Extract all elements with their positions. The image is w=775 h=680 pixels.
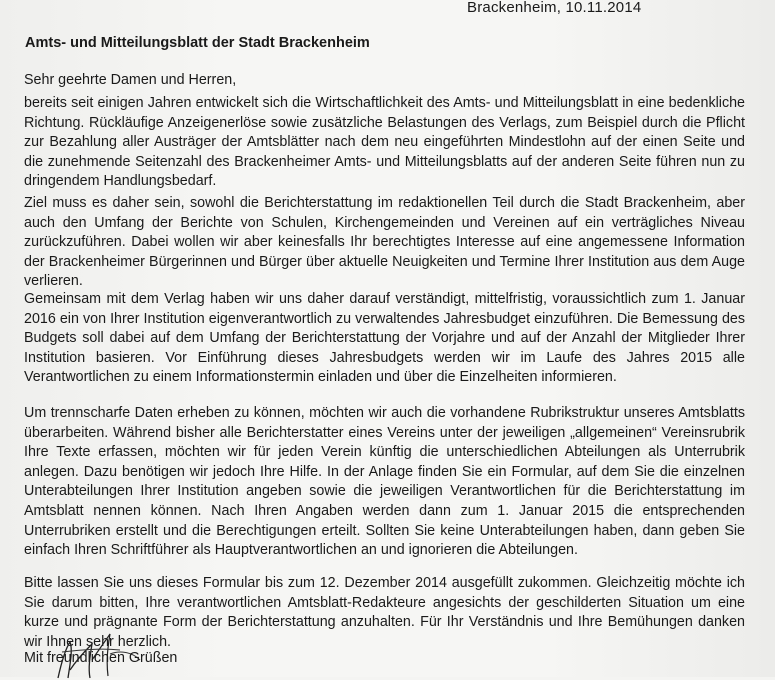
paragraph-rubric-structure: Um trennscharfe Daten erheben zu können, möchten wir auch die vorhandene Rubrikstruktur unseres Amtsblatts überarbeiten. Während bisher alle Berichterstatter eines Vereins unter der jeweiligen „allgemeinen“ Vereinsrubrik Ihre Texte erfassen, möchten wir für jeden Verein künftig die unterschiedlichen Abteilungen als Unterrubrik anlegen. Dazu benötigen wir jedoch Ihre Hilfe. In der Anlage finden Sie ein Formular, auf dem Sie die einzelnen Unterabteilungen Ihrer Institution angeben sowie die jeweiligen Verantwortlichen für die Berichterstattung im Amtsblatt nennen können. Nach Ihren Angaben werden dann zum 1. Januar 2015 die entsprechenden Unterrubriken erstellt und die Berechtigungen erteilt. Sollten Sie keine Unterabteilungen haben, dann geben Sie einfach Ihren Schriftführer als Hauptverantwortlichen an und ignorieren die Abteilungen. <box>24 405 745 559</box>
salutation: Sehr geehrte Damen und Herren, <box>24 72 237 88</box>
date-line: Brackenheim, 10.11.2014 <box>467 0 642 16</box>
paragraph-goal: Ziel muss es daher sein, sowohl die Berichterstattung im redaktionellen Teil durch die Stadt Brackenheim, aber auch den Umfang der Berichte von Schulen, Kirchengemeinden und Vereinen auf ein verträgliches Niveau zurückzuführen. Dabei wollen wir aber keinesfalls Ihr berechtigtes Interesse auf eine angemessene Information der Brackenheimer Bürgerinnen und Bürger über aktuelle Neuigkeiten und Termine Ihrer Institution aus dem Auge verlieren. <box>24 195 745 290</box>
paragraph-budget: Gemeinsam mit dem Verlag haben wir uns daher darauf verständigt, mittelfristig, voraussichtlich zum 1. Januar 2016 ein von Ihrer Institution eigenverantwortlich zu verwaltendes Jahresbudget einzuführen. Die Bemessung des Budgets soll dabei auf dem Umfang der Berichterstattung der Vorjahre und auf der Anzahl der Mitglieder Ihrer Institution basieren. Vor Einführung dieses Jahresbudgets werden wir im Laufe des Jahres 2015 alle Verantwortlichen zu einem Informationstermin einladen und über die Einzelheiten informieren. <box>24 291 745 386</box>
paragraph-request: Bitte lassen Sie uns dieses Formular bis zum 12. Dezember 2014 ausgefüllt zukommen. Gleichzeitig möchte ich Sie darum bitten, Ihre verantwortlichen Amtsblatt-Redakteure angesichts der geschilderten Situation um eine kurze und prägnante Form der Berichterstattung anzuhalten. Für Ihr Verständnis und Ihre Bemühungen danken wir Ihnen sehr herzlich. <box>24 575 745 650</box>
letter-subject: Amts- und Mitteilungsblatt der Stadt Brackenheim <box>25 35 370 51</box>
paragraph-economics: bereits seit einigen Jahren entwickelt sich die Wirtschaftlichkeit des Amts- und Mitteilungsblatt in eine bedenkliche Richtung. Rückläufige Anzeigenerlöse sowie zusätzliche Belastungen des Verlags, zum Beispiel durch die Pflicht zur Bezahlung aller Austräger der Amtsblätter nach dem neu eingeführten Mindestlohn auf der einen Seite und die zunehmende Seitenzahl des Brackenheimer Amts- und Mitteilungsblatts auf der anderen Seite führen nun zu dringendem Handlungsbedarf. <box>24 95 745 190</box>
closing-phrase: Mit freundlichen Grüßen <box>24 650 178 666</box>
